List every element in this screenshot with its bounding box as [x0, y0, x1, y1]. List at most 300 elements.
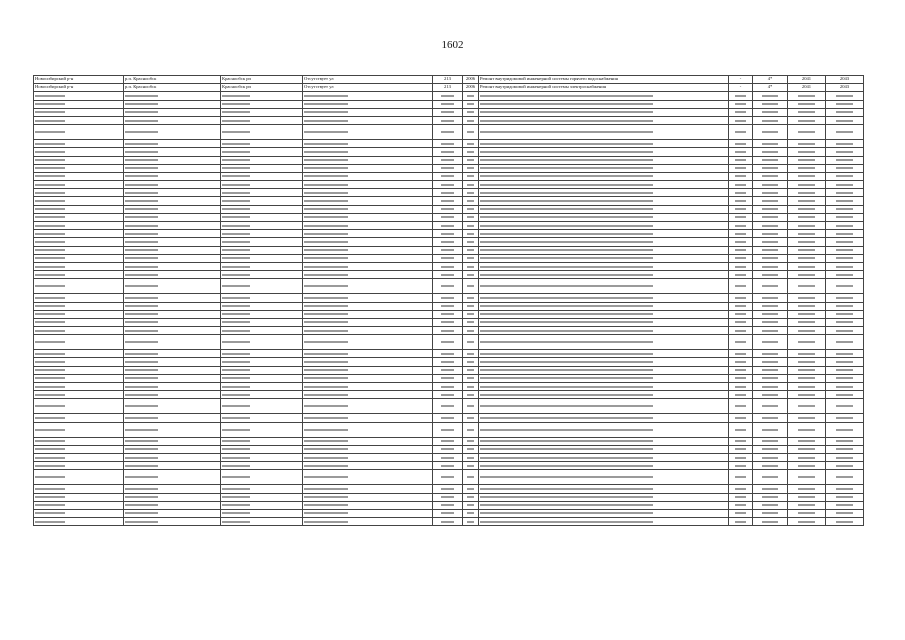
placeholder-cell: [221, 485, 303, 493]
placeholder-text: [798, 330, 816, 332]
placeholder-text: [735, 120, 746, 122]
placeholder-text: [467, 321, 474, 323]
placeholder-row: [34, 422, 864, 437]
placeholder-cell: [753, 279, 788, 294]
placeholder-cell: [433, 140, 463, 148]
placeholder-text: [798, 143, 816, 145]
placeholder-cell: [433, 262, 463, 270]
placeholder-cell: [221, 422, 303, 437]
placeholder-cell: [433, 462, 463, 470]
placeholder-text: [762, 488, 778, 490]
placeholder-cell: [753, 100, 788, 108]
placeholder-cell: [433, 230, 463, 238]
placeholder-cell: [124, 453, 221, 461]
placeholder-text: [467, 200, 474, 202]
placeholder-row: [34, 414, 864, 422]
placeholder-cell: [433, 366, 463, 374]
placeholder-text: [125, 386, 158, 388]
placeholder-text: [441, 95, 455, 97]
placeholder-text: [480, 512, 653, 514]
placeholder-text: [735, 330, 746, 332]
placeholder-cell: [463, 156, 479, 164]
placeholder-text: [735, 216, 746, 218]
placeholder-text: [304, 111, 348, 113]
placeholder-text: [836, 361, 854, 363]
placeholder-text: [441, 285, 455, 287]
placeholder-text: [480, 386, 653, 388]
placeholder-cell: [221, 262, 303, 270]
placeholder-cell: [753, 414, 788, 422]
placeholder-cell: [303, 108, 433, 116]
placeholder-text: [125, 103, 158, 105]
placeholder-cell: [479, 335, 729, 350]
placeholder-text: [441, 504, 455, 506]
placeholder-cell: [753, 254, 788, 262]
placeholder-cell: [479, 148, 729, 156]
placeholder-cell: [479, 391, 729, 399]
repair-schedule-table: [33, 75, 864, 526]
placeholder-cell: [826, 262, 864, 270]
placeholder-row: [34, 100, 864, 108]
placeholder-cell: [479, 462, 729, 470]
placeholder-text: [798, 361, 816, 363]
placeholder-text: [836, 241, 854, 243]
placeholder-text: [125, 208, 158, 210]
placeholder-cell: [433, 350, 463, 358]
placeholder-cell: [433, 197, 463, 205]
placeholder-text: [441, 353, 455, 355]
placeholder-cell: [753, 148, 788, 156]
placeholder-text: [762, 266, 778, 268]
placeholder-cell: [303, 222, 433, 230]
placeholder-cell: [826, 294, 864, 302]
placeholder-cell: [34, 414, 124, 422]
placeholder-cell: [479, 318, 729, 326]
placeholder-text: [735, 131, 746, 133]
placeholder-cell: [34, 140, 124, 148]
placeholder-cell: [826, 358, 864, 366]
placeholder-cell: [124, 222, 221, 230]
placeholder-cell: [729, 230, 753, 238]
placeholder-text: [836, 120, 854, 122]
placeholder-text: [735, 394, 746, 396]
placeholder-text: [480, 159, 653, 161]
placeholder-text: [35, 504, 65, 506]
placeholder-cell: [788, 501, 826, 509]
placeholder-text: [798, 233, 816, 235]
placeholder-cell: [221, 399, 303, 414]
placeholder-cell: [124, 205, 221, 213]
placeholder-cell: [124, 100, 221, 108]
placeholder-text: [441, 386, 455, 388]
placeholder-text: [735, 341, 746, 343]
placeholder-text: [467, 111, 474, 113]
placeholder-cell: [34, 205, 124, 213]
placeholder-text: [222, 321, 250, 323]
placeholder-cell: [303, 294, 433, 302]
placeholder-cell: [753, 205, 788, 213]
placeholder-cell: [826, 213, 864, 221]
placeholder-cell: [479, 238, 729, 246]
placeholder-text: [735, 200, 746, 202]
placeholder-cell: [303, 374, 433, 382]
placeholder-cell: [463, 125, 479, 140]
placeholder-text: [441, 249, 455, 251]
placeholder-cell: [34, 509, 124, 517]
placeholder-cell: [34, 453, 124, 461]
placeholder-cell: [826, 501, 864, 509]
placeholder-text: [35, 440, 65, 442]
placeholder-text: [735, 297, 746, 299]
placeholder-cell: [221, 213, 303, 221]
placeholder-cell: [788, 230, 826, 238]
placeholder-text: [304, 465, 348, 467]
placeholder-text: [441, 476, 455, 478]
placeholder-cell: [729, 294, 753, 302]
placeholder-cell: [729, 335, 753, 350]
placeholder-cell: [34, 156, 124, 164]
placeholder-cell: [433, 335, 463, 350]
placeholder-cell: [303, 279, 433, 294]
placeholder-cell: [303, 493, 433, 501]
placeholder-text: [125, 313, 158, 315]
placeholder-text: [441, 417, 455, 419]
placeholder-text: [125, 143, 158, 145]
placeholder-text: [35, 321, 65, 323]
placeholder-row: [34, 437, 864, 445]
placeholder-text: [35, 184, 65, 186]
placeholder-cell: [303, 164, 433, 172]
placeholder-cell: [479, 262, 729, 270]
placeholder-cell: [221, 230, 303, 238]
placeholder-cell: [826, 391, 864, 399]
placeholder-text: [480, 429, 653, 431]
placeholder-text: [222, 361, 250, 363]
placeholder-row: [34, 509, 864, 517]
placeholder-cell: [753, 125, 788, 140]
work-type-cell: Ремонт внутридомовой инженерной системы горячего водоснабжения: [479, 76, 729, 84]
placeholder-cell: [788, 509, 826, 517]
placeholder-text: [735, 405, 746, 407]
placeholder-cell: [303, 518, 433, 526]
placeholder-text: [222, 465, 250, 467]
placeholder-text: [304, 274, 348, 276]
placeholder-cell: [124, 350, 221, 358]
placeholder-text: [304, 95, 348, 97]
placeholder-cell: [826, 302, 864, 310]
table-row: [34, 76, 864, 84]
placeholder-text: [125, 266, 158, 268]
placeholder-cell: [124, 327, 221, 335]
placeholder-text: [836, 200, 854, 202]
placeholder-text: [441, 377, 455, 379]
placeholder-text: [35, 353, 65, 355]
placeholder-cell: [753, 509, 788, 517]
placeholder-text: [222, 504, 250, 506]
placeholder-cell: [479, 205, 729, 213]
placeholder-text: [836, 476, 854, 478]
placeholder-cell: [729, 422, 753, 437]
placeholder-cell: [729, 125, 753, 140]
placeholder-cell: [124, 238, 221, 246]
placeholder-cell: [433, 189, 463, 197]
placeholder-row: [34, 453, 864, 461]
placeholder-cell: [729, 462, 753, 470]
placeholder-cell: [826, 92, 864, 100]
placeholder-row: [34, 383, 864, 391]
placeholder-text: [762, 465, 778, 467]
placeholder-text: [222, 225, 250, 227]
placeholder-text: [735, 305, 746, 307]
placeholder-cell: [729, 116, 753, 124]
placeholder-cell: [124, 335, 221, 350]
placeholder-cell: [788, 374, 826, 382]
placeholder-cell: [433, 294, 463, 302]
placeholder-text: [125, 184, 158, 186]
placeholder-text: [467, 175, 474, 177]
placeholder-cell: [788, 485, 826, 493]
placeholder-text: [35, 305, 65, 307]
placeholder-cell: [221, 453, 303, 461]
placeholder-row: [34, 335, 864, 350]
placeholder-text: [35, 159, 65, 161]
placeholder-cell: [479, 294, 729, 302]
placeholder-text: [467, 476, 474, 478]
placeholder-cell: [124, 414, 221, 422]
placeholder-text: [304, 361, 348, 363]
placeholder-cell: [753, 108, 788, 116]
placeholder-text: [798, 192, 816, 194]
placeholder-cell: [34, 310, 124, 318]
placeholder-text: [762, 512, 778, 514]
placeholder-cell: [433, 238, 463, 246]
placeholder-text: [836, 192, 854, 194]
placeholder-text: [762, 131, 778, 133]
placeholder-text: [304, 457, 348, 459]
placeholder-cell: [788, 302, 826, 310]
placeholder-text: [441, 257, 455, 259]
placeholder-text: [735, 429, 746, 431]
placeholder-cell: [788, 294, 826, 302]
placeholder-cell: [729, 445, 753, 453]
placeholder-text: [798, 184, 816, 186]
placeholder-cell: [729, 222, 753, 230]
placeholder-text: [125, 225, 158, 227]
placeholder-cell: [221, 279, 303, 294]
placeholder-text: [222, 233, 250, 235]
placeholder-cell: [463, 437, 479, 445]
placeholder-cell: [124, 374, 221, 382]
placeholder-row: [34, 399, 864, 414]
placeholder-cell: [221, 414, 303, 422]
placeholder-cell: [479, 164, 729, 172]
placeholder-text: [125, 394, 158, 396]
placeholder-cell: [479, 445, 729, 453]
placeholder-text: [35, 167, 65, 169]
placeholder-text: [467, 167, 474, 169]
placeholder-cell: [34, 238, 124, 246]
placeholder-text: [304, 200, 348, 202]
placeholder-cell: [303, 125, 433, 140]
placeholder-text: [798, 448, 816, 450]
placeholder-cell: [788, 414, 826, 422]
placeholder-cell: [788, 181, 826, 189]
placeholder-cell: [221, 350, 303, 358]
placeholder-cell: [433, 453, 463, 461]
placeholder-text: [798, 377, 816, 379]
col8-cell: -: [729, 76, 753, 84]
placeholder-cell: [34, 302, 124, 310]
placeholder-text: [467, 192, 474, 194]
placeholder-text: [441, 341, 455, 343]
placeholder-row: [34, 302, 864, 310]
placeholder-text: [304, 233, 348, 235]
placeholder-text: [467, 131, 474, 133]
placeholder-text: [35, 313, 65, 315]
placeholder-row: [34, 197, 864, 205]
placeholder-cell: [124, 462, 221, 470]
placeholder-text: [467, 386, 474, 388]
placeholder-cell: [826, 437, 864, 445]
placeholder-cell: [729, 92, 753, 100]
placeholder-cell: [753, 302, 788, 310]
placeholder-text: [836, 143, 854, 145]
placeholder-text: [125, 257, 158, 259]
placeholder-text: [125, 457, 158, 459]
placeholder-cell: [221, 156, 303, 164]
placeholder-text: [480, 297, 653, 299]
placeholder-cell: [479, 453, 729, 461]
placeholder-cell: [34, 485, 124, 493]
placeholder-text: [798, 440, 816, 442]
placeholder-cell: [34, 246, 124, 254]
placeholder-text: [441, 369, 455, 371]
placeholder-text: [304, 266, 348, 268]
placeholder-text: [735, 369, 746, 371]
placeholder-text: [125, 167, 158, 169]
placeholder-text: [304, 313, 348, 315]
street-cell: Отсутствует ул: [303, 84, 433, 92]
placeholder-cell: [826, 374, 864, 382]
placeholder-text: [441, 233, 455, 235]
placeholder-text: [467, 216, 474, 218]
placeholder-text: [480, 504, 653, 506]
placeholder-text: [467, 305, 474, 307]
placeholder-text: [441, 167, 455, 169]
placeholder-text: [125, 417, 158, 419]
placeholder-text: [836, 353, 854, 355]
placeholder-text: [762, 369, 778, 371]
placeholder-text: [222, 448, 250, 450]
house-cell: 213: [433, 76, 463, 84]
placeholder-cell: [34, 197, 124, 205]
placeholder-cell: [124, 164, 221, 172]
placeholder-cell: [753, 391, 788, 399]
placeholder-text: [467, 274, 474, 276]
placeholder-cell: [124, 366, 221, 374]
placeholder-row: [34, 318, 864, 326]
placeholder-text: [480, 225, 653, 227]
placeholder-text: [480, 394, 653, 396]
placeholder-cell: [433, 172, 463, 180]
placeholder-text: [467, 488, 474, 490]
placeholder-cell: [753, 246, 788, 254]
placeholder-text: [35, 405, 65, 407]
placeholder-cell: [303, 156, 433, 164]
house-cell: 213: [433, 84, 463, 92]
placeholder-cell: [221, 294, 303, 302]
placeholder-text: [798, 512, 816, 514]
placeholder-cell: [788, 213, 826, 221]
placeholder-cell: [826, 470, 864, 485]
placeholder-text: [125, 353, 158, 355]
placeholder-text: [125, 488, 158, 490]
placeholder-cell: [124, 262, 221, 270]
placeholder-text: [480, 249, 653, 251]
placeholder-cell: [788, 493, 826, 501]
placeholder-text: [762, 504, 778, 506]
placeholder-text: [798, 175, 816, 177]
placeholder-cell: [221, 391, 303, 399]
placeholder-text: [735, 321, 746, 323]
settlement-cell: р.п. Краснообск: [124, 84, 221, 92]
placeholder-cell: [729, 262, 753, 270]
placeholder-cell: [729, 366, 753, 374]
placeholder-cell: [433, 318, 463, 326]
placeholder-cell: [433, 254, 463, 262]
placeholder-cell: [433, 310, 463, 318]
placeholder-cell: [788, 238, 826, 246]
placeholder-text: [222, 111, 250, 113]
placeholder-cell: [479, 383, 729, 391]
placeholder-cell: [788, 462, 826, 470]
placeholder-text: [836, 103, 854, 105]
placeholder-cell: [463, 271, 479, 279]
placeholder-cell: [463, 164, 479, 172]
placeholder-cell: [463, 246, 479, 254]
placeholder-text: [735, 496, 746, 498]
placeholder-cell: [221, 125, 303, 140]
placeholder-text: [304, 184, 348, 186]
placeholder-text: [467, 120, 474, 122]
placeholder-cell: [463, 140, 479, 148]
placeholder-text: [762, 120, 778, 122]
placeholder-text: [304, 167, 348, 169]
placeholder-cell: [433, 148, 463, 156]
placeholder-text: [735, 111, 746, 113]
placeholder-cell: [221, 335, 303, 350]
placeholder-text: [125, 159, 158, 161]
placeholder-text: [798, 167, 816, 169]
col8-cell: -: [729, 84, 753, 92]
placeholder-text: [441, 216, 455, 218]
placeholder-cell: [433, 222, 463, 230]
placeholder-cell: [729, 100, 753, 108]
placeholder-text: [441, 266, 455, 268]
placeholder-text: [480, 111, 653, 113]
placeholder-text: [304, 103, 348, 105]
placeholder-cell: [753, 335, 788, 350]
placeholder-text: [798, 386, 816, 388]
placeholder-cell: [433, 391, 463, 399]
placeholder-text: [222, 120, 250, 122]
placeholder-cell: [788, 189, 826, 197]
placeholder-text: [125, 504, 158, 506]
placeholder-text: [125, 111, 158, 113]
placeholder-text: [125, 120, 158, 122]
placeholder-text: [35, 417, 65, 419]
placeholder-cell: [34, 399, 124, 414]
